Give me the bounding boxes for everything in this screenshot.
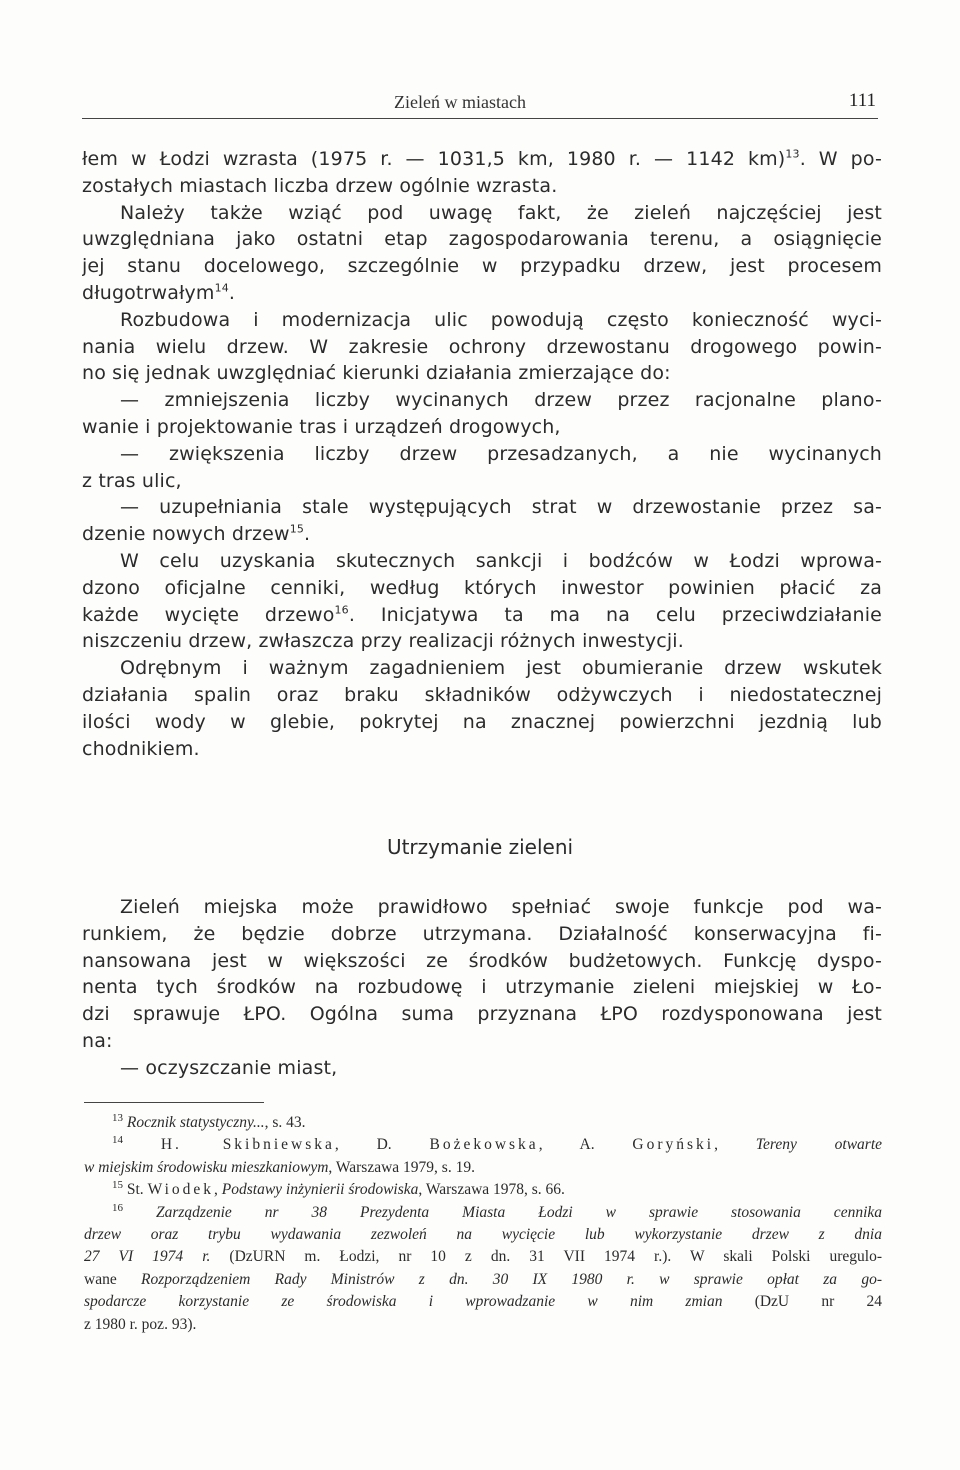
footnote-ref: 16 — [334, 603, 349, 617]
text-line: łem w Łodzi wzrasta (1975 r. — 1031,5 km, 1980 r. — 1142 km)$^{13}$. W po- — [82, 147, 882, 170]
section-heading: Utrzymanie zieleni — [386, 835, 574, 859]
text-line: Należy także wziąć pod uwagę fakt, że zieleń najczęściej jest — [120, 201, 882, 224]
footnote-16-cont: wane Rozporządzeniem Rady Ministrów z dn. 30 IX 1980 r. w sprawie opłat za go- — [84, 1270, 882, 1288]
footnote-number: 15 — [112, 1179, 123, 1192]
footnote-ref: 13 — [785, 147, 800, 161]
text-line: dzenie nowych drzew$^{15}$. — [82, 522, 311, 546]
text-line: Rozbudowa i modernizacja ulic powodują często konieczność wyci- — [120, 308, 882, 331]
footnote-ref: 14 — [214, 281, 229, 295]
text-line: uwzględniana jako ostatni etap zagospodarowania terenu, a osiągnięcie — [82, 228, 882, 251]
main-text — [82, 146, 882, 762]
text-line: z tras ulic, — [82, 469, 182, 492]
text-line: W celu uzyskania skutecznych sankcji i bodźców w Łodzi wprowa- — [120, 549, 882, 572]
footnote-number: 13 — [112, 1112, 123, 1124]
text-line: długotrwałym$^{14}$. — [82, 281, 236, 304]
footnote-14: $^{14}$ H. Skibniewska, D. Bożekowska, A. Goryński, Tereny otwarte — [112, 1134, 882, 1154]
footnote-16: $^{16}$ Zarządzenie nr 38 Prezydenta Miasta Łodzi w sprawie stosowania cennika — [112, 1201, 882, 1221]
footnote-13: $^{13}$ Rocznik statystyczny..., s. 43. — [112, 1112, 306, 1131]
page-number: 111 — [848, 90, 876, 111]
footnotes — [84, 1112, 882, 1336]
footnote-15: $^{15}$ St. Wiodek, Podstawy inżynierii środowiska, Warszawa 1978, s. 66. — [112, 1179, 565, 1199]
text-line: każde wycięte drzewo$^{16}$. Inicjatywa ta ma na celu przeciwdziałanie — [82, 603, 882, 626]
text-line: jej stanu docelowego, szczególnie w przypadku drzew, jest procesem — [82, 255, 882, 278]
list-item: — uzupełniania stale występujących strat w drzewostanie przez sa- — [120, 496, 882, 519]
page-header — [82, 88, 878, 119]
text-line: dzono oficjalne cenniki, według których inwestor powinien płacić za — [82, 576, 882, 599]
footnote-number: 14 — [112, 1134, 123, 1147]
text-line: na: — [82, 1029, 113, 1052]
text-line: wanie i projektowanie tras i urządzeń drogowych, — [82, 415, 561, 438]
footnote-16-cont: z 1980 r. poz. 93). — [84, 1315, 197, 1333]
text-line: nenta tych środków na rozbudowę i utrzymanie zieleni miejskiej w Ło- — [82, 976, 882, 999]
footnote-16-cont: spodarcze korzystanie ze środowiska i wprowadzanie w nim zmian (DzU nr 24 — [84, 1293, 882, 1311]
footnote-number: 16 — [112, 1201, 123, 1214]
text-line: Odrębnym i ważnym zagadnieniem jest obumieranie drzew wskutek — [120, 657, 882, 680]
footnote-16-cont: 27 VI 1974 r. (DzURN m. Łodzi, nr 10 z dn. 31 VII 1974 r.). W skali Polski uregulo- — [84, 1248, 882, 1266]
text-line: no się jednak uwzględniać kierunki działania zmierzające do: — [82, 362, 671, 385]
text-line: ilości wody w glebie, pokrytej na znacznej powierzchni jezdnią lub — [82, 710, 882, 733]
text-line: zostałych miastach liczba drzew ogólnie wzrasta. — [82, 174, 558, 197]
list-item: — zmniejszenia liczby wycinanych drzew przez racjonalne plano- — [120, 389, 882, 412]
text-line: Zieleń miejska może prawidłowo spełniać swoje funkcje pod wa- — [120, 896, 882, 918]
text-line: nansowana jest w większości ze środków budżetowych. Funkcję dyspo- — [82, 949, 882, 972]
footnote-ref: 15 — [289, 522, 304, 536]
footnote-divider — [84, 1102, 264, 1103]
list-item: — zwiększenia liczby drzew przesadzanych, a nie wycinanych — [120, 442, 882, 465]
text-line: niszczeniu drzew, zwłaszcza przy realizacji różnych inwestycji. — [82, 630, 684, 653]
text-line: runkiem, że będzie dobrze utrzymana. Działalność konserwacyjna fi- — [82, 922, 882, 945]
text-line: nania wielu drzew. W zakresie ochrony drzewostanu drogowego powin- — [82, 335, 882, 358]
text-line: chodnikiem. — [82, 737, 200, 760]
text-line: dzi sprawuje ŁPO. Ogólna suma przyznana ŁPO rozdysponowana jest — [82, 1003, 882, 1026]
running-head: Zieleń w miastach — [394, 92, 526, 112]
section-text — [82, 894, 882, 1082]
list-item: — oczyszczanie miast, — [120, 1056, 338, 1079]
footnote-16-cont: drzew oraz trybu wydawania zezwoleń na wycięcie lub wykorzystanie drzew z dnia — [84, 1225, 882, 1243]
text-line: działania spalin oraz braku składników odżywczych i niedostatecznej — [82, 683, 882, 706]
footnote-14-cont: w miejskim środowisku mieszkaniowym, Warszawa 1979, s. 19. — [84, 1158, 475, 1176]
